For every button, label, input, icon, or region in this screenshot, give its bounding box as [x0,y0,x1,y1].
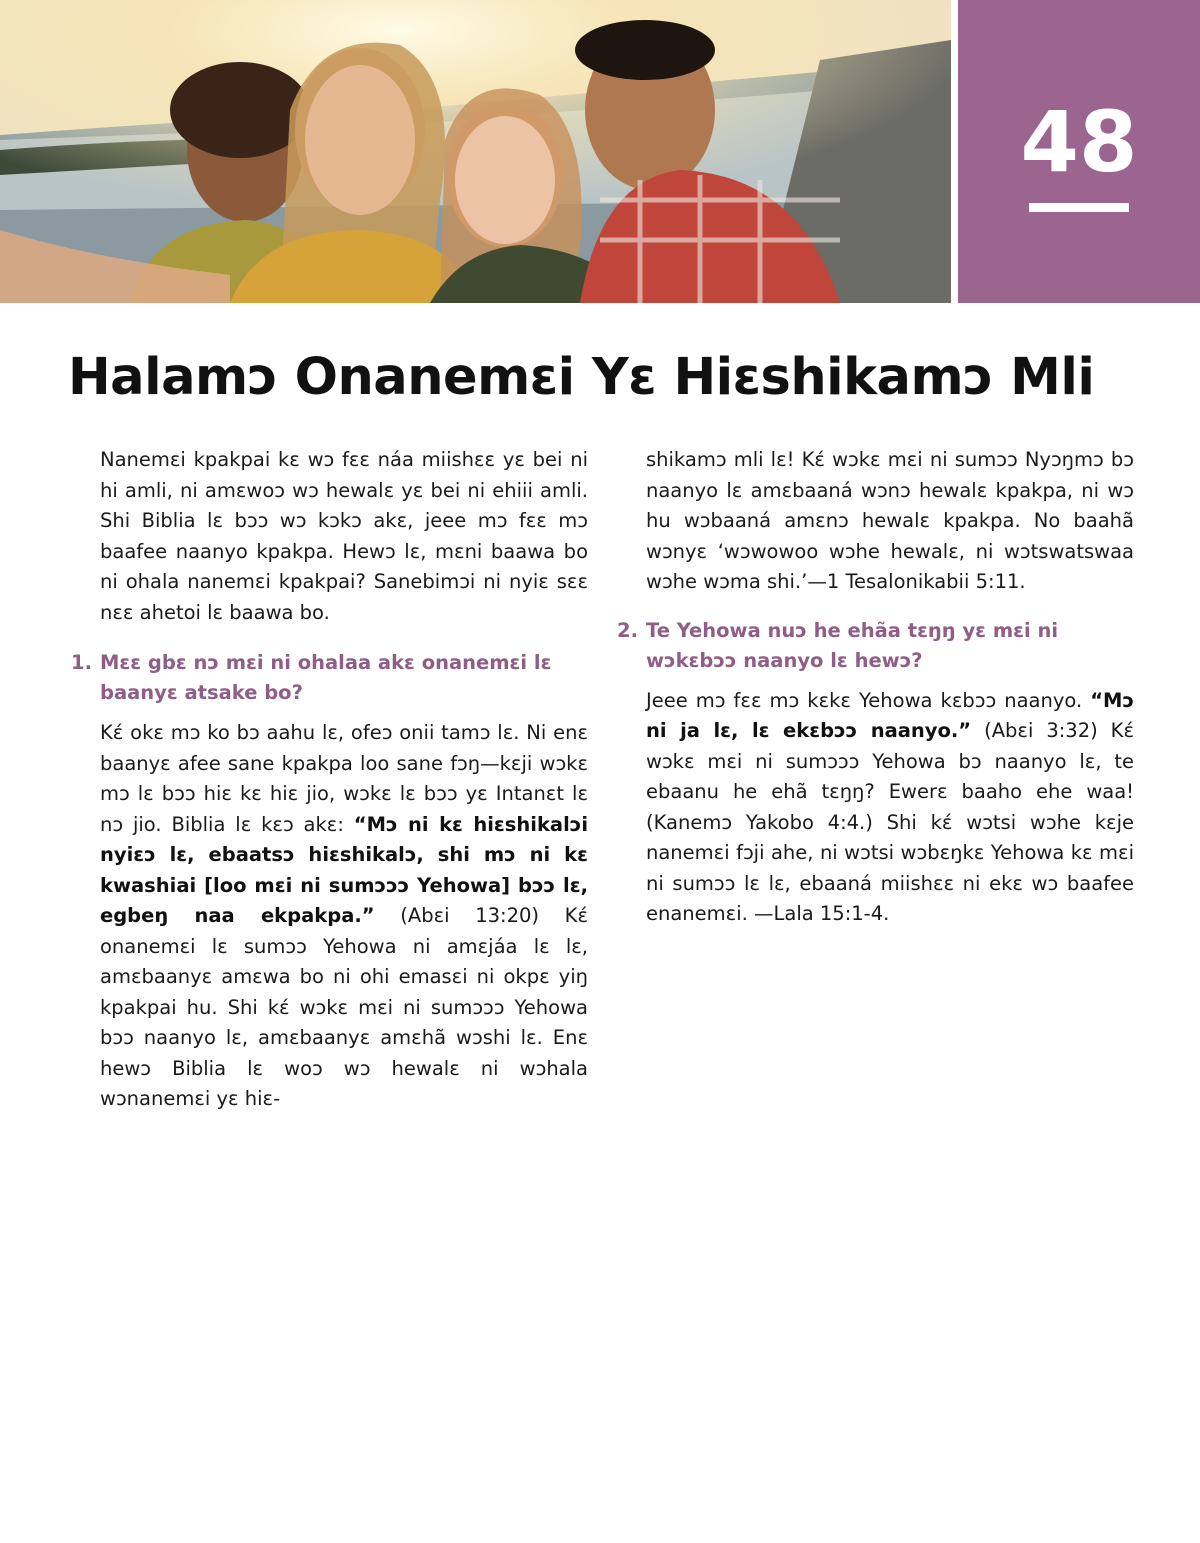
badge-underline [1029,203,1129,212]
question-text-2: Te Yehowa nuɔ he ehãa tɛŋŋ yɛ mɛi ni wɔkɛbɔɔ naanyo lɛ hewɔ? [646,618,1059,672]
question-text-1: Mɛɛ gbɛ nɔ mɛi ni ohalaa akɛ onanemɛi lɛ baanyɛ atsake bo? [100,651,552,704]
answer-1-intro: Kɛ́ okɛ mɔ ko bɔ aahu lɛ, ofeɔ onii tamɔ lɛ. Ni enɛ baanyɛ afee sane kpakpa loo sane fɔŋ—kɛji wɔkɛ mɔ lɛ bɔɔ hiɛ kɛ hiɛ jio, wɔkɛ lɛ bɔɔ yɛ Intanɛt lɛ nɔ jio. Biblia lɛ kɛɔ akɛ: [100,721,588,836]
column-left [71,445,589,1115]
answer-2-intro: Jeee mɔ fɛɛ mɔ kɛkɛ Yehowa kɛbɔɔ naanyo. [646,688,1083,712]
scripture-quote-2: “Mɔ ni ja lɛ, lɛ ekɛbɔɔ naanyo.” [646,688,1134,742]
friends-selfie-image [0,0,951,303]
scripture-quote-1: “Mɔ ni kɛ hiɛshikalɔi nyiɛɔ lɛ, ebaatsɔ hiɛshikalɔ, shi mɔ ni kɛ kwashiai [loo mɛi ni sumɔɔɔ Yehowa] bɔɔ lɛ, egbeŋ naa ekpakpa.” [100,812,589,927]
answer-2-after: (Abɛi 3:32) Kɛ́ wɔkɛ mɛi ni sumɔɔɔ Yehowa bɔ naanyo lɛ, te ebaanu he ehã tɛŋŋ? Ewerɛ baaho ehe waa! (Kanemɔ Yakobo 4:4.) Shi kɛ́ wɔtsi wɔhe kɛje nanemɛi fɔji ahe, ni wɔtsi wɔbɛŋkɛ Yehowa kɛ mɛi ni sumɔɔ lɛ lɛ, ebaaná miishɛɛ ni ekɛ wɔ baafee enanemɛi. —Lala 15:1-4. [646,719,1134,925]
page-title: Halamɔ Onanemɛi Yɛ Hiɛshikamɔ Mli [68,348,1095,407]
question-number-1: 1. [71,651,92,674]
answer-1-continuation: shikamɔ mli lɛ! Kɛ́ wɔkɛ mɛi ni sumɔɔ Nyɔŋmɔ bɔ naanyo lɛ amɛbaaná wɔnɔ hewalɛ kpakpa, ni wɔ hu wɔbaaná amɛnɔ hewalɛ kpakpa. No baahã wɔnyɛ ‘wɔwowoo wɔhe hewalɛ, ni wɔtswatswaa wɔhe wɔma shi.’—1 Tesalonikabii 5:11. [646,448,1134,593]
question-heading-2 [617,616,1134,676]
answer-paragraph-1 [100,718,588,1115]
question-heading-1 [71,648,588,708]
column-right [617,445,1134,930]
question-number-2: 2. [617,618,638,642]
answer-paragraph-2 [646,686,1134,930]
lesson-number: 48 [1020,93,1138,191]
lesson-number-badge [958,0,1200,303]
hero-photo [0,0,951,303]
answer-1-after: (Abɛi 13:20) Kɛ́ onanemɛi lɛ sumɔɔ Yehowa ni amɛjáa lɛ lɛ, amɛbaanyɛ amɛwa bo ni ohi emasɛi ni okpɛ yiŋ kpakpai hu. Shi kɛ́ wɔkɛ mɛi ni sumɔɔɔ Yehowa bɔɔ naanyo lɛ, amɛbaanyɛ amɛhã wɔshi lɛ. Enɛ hewɔ Biblia lɛ woɔ wɔ hewalɛ ni wɔhala wɔnanemɛi yɛ hiɛ- [100,904,589,1110]
intro-paragraph: Nanemɛi kpakpai kɛ wɔ fɛɛ náa miishɛɛ yɛ bei ni hi amli, ni amɛwoɔ wɔ hewalɛ yɛ bei ni ehiii amli. Shi Biblia lɛ bɔɔ wɔ kɔkɔ akɛ, jeee mɔ fɛɛ mɔ baafee naanyo kpakpa. Hewɔ lɛ, mɛni baawa bo ni ohala nanemɛi kpakpai? Sanebimɔi ni nyiɛ sɛɛ nɛɛ ahetoi lɛ baawa bo. [100,448,588,624]
